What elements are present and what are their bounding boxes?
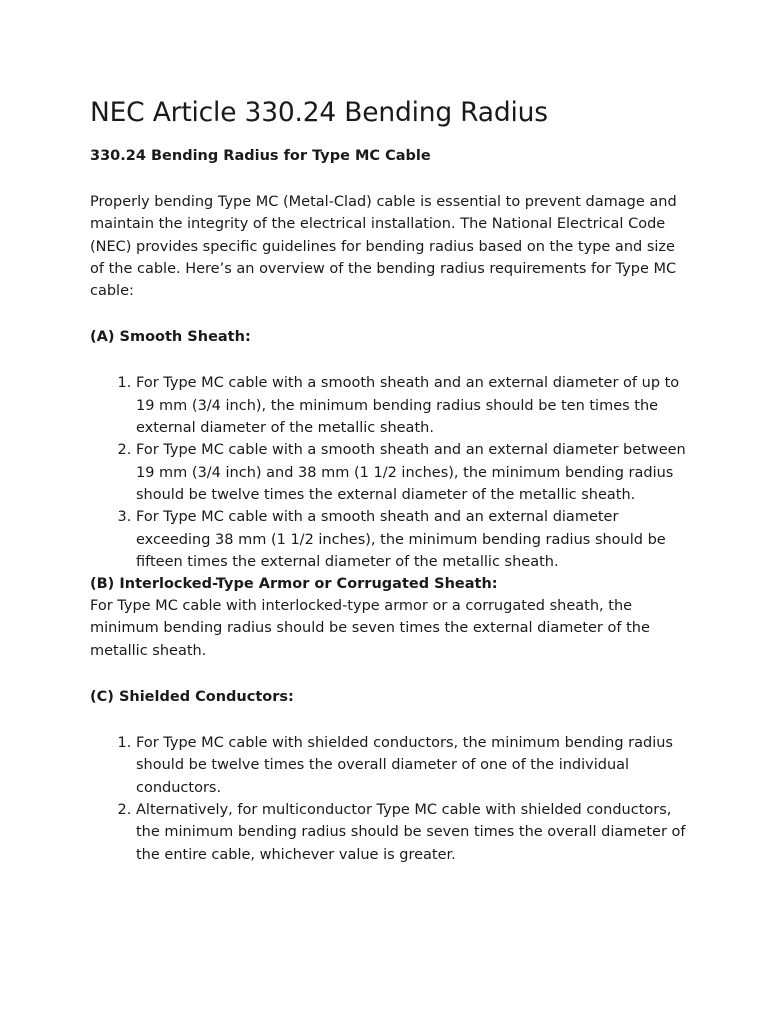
list-item: 2. Alternatively, for multiconductor Type MC cable with shielded conductors, the minimum bending radius should be seven times the overall diameter of the entire cable, whichever value is greater. — [136, 799, 690, 866]
section-b-heading: (B) Interlocked-Type Armor or Corrugated Sheath: — [90, 576, 498, 593]
section-c-list — [90, 732, 690, 866]
page-title: NEC Article 330.24 Bending Radius — [90, 97, 548, 128]
article-subtitle: 330.24 Bending Radius for Type MC Cable — [90, 148, 431, 164]
intro-paragraph: Properly bending Type MC (Metal-Clad) cable is essential to prevent damage and maintain the integrity of the electrical installation. The National Electrical Code (NEC) provides specific guidelines for bending radius based on the type and size of the cable. Here’s an overview of the bending radius requirements for Type MC cable: — [90, 194, 677, 300]
list-item: 1. For Type MC cable with shielded conductors, the minimum bending radius should be twelve times the overall diameter of one of the individual conductors. — [136, 732, 690, 799]
list-item: 2. For Type MC cable with a smooth sheath and an external diameter between 19 mm (3/4 inch) and 38 mm (1 1/2 inches), the minimum bending radius should be twelve times the external diameter of the metallic sheath. — [136, 439, 690, 506]
list-item: 3. For Type MC cable with a smooth sheath and an external diameter exceeding 38 mm (1 1/2 inches), the minimum bending radius should be fifteen times the external diameter of the metallic sheath. — [136, 506, 690, 573]
list-item: 1. For Type MC cable with a smooth sheath and an external diameter of up to 19 mm (3/4 inch), the minimum bending radius should be ten times the external diameter of the metallic sheath. — [136, 372, 690, 439]
section-a-heading: (A) Smooth Sheath: — [90, 329, 251, 346]
document-page — [90, 94, 690, 866]
section-b-paragraph: For Type MC cable with interlocked-type armor or a corrugated sheath, the minimum bending radius should be seven times the external diameter of the metallic sheath. — [90, 598, 650, 659]
section-c-heading: (C) Shielded Conductors: — [90, 689, 294, 706]
section-a-list — [90, 372, 690, 573]
